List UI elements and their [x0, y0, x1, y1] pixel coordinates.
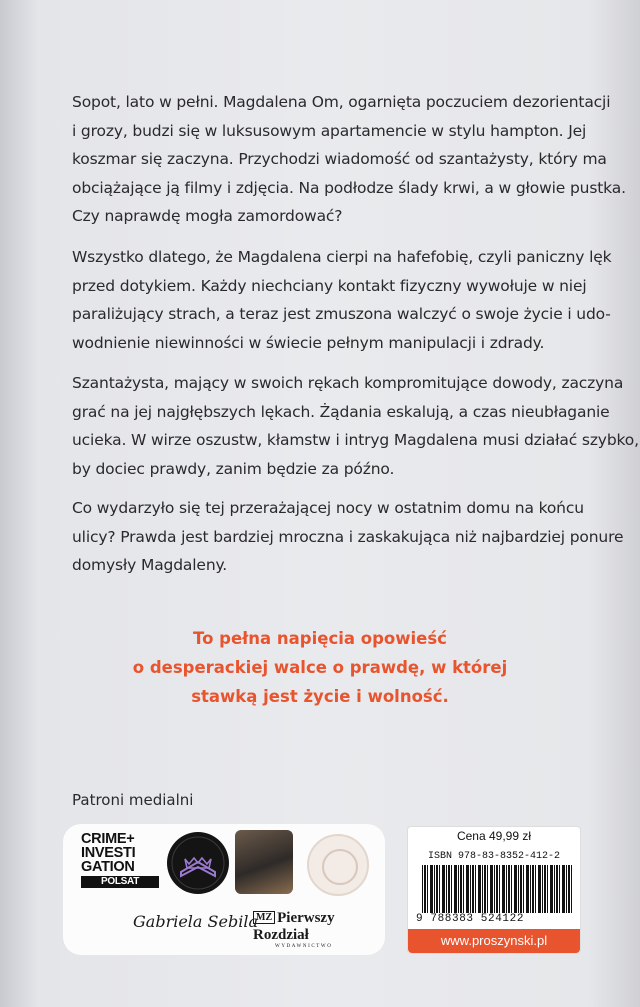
logo-text: GATION	[81, 859, 135, 875]
pierwszy-mark: MZ	[253, 911, 275, 924]
crime-investigation-logo	[81, 832, 163, 892]
stamp-ring	[322, 849, 358, 885]
stamp-logo	[307, 834, 369, 896]
pierwszy-name: Pierwszy Rozdział	[253, 910, 335, 943]
gabriela-sebila-logo: Gabriela Sebila	[133, 912, 258, 931]
blurb-paragraph-3	[72, 369, 639, 483]
text-line: grać na jej najgłębszych lękach. Żądania eskalują, a czas nieubłaganie	[72, 402, 610, 421]
text-line: Co wydarzyło się tej przerażającej nocy w ostatnim domu na końcu	[72, 499, 584, 517]
quote-line: stawką jest życie i wolność.	[191, 687, 449, 706]
text-line: i grozy, budzi się w luksusowym apartamencie w stylu hampton. Jej	[72, 121, 587, 140]
quote-line: o desperackiej walce o prawdę, w której	[132, 658, 508, 677]
blurb-paragraph-1	[72, 88, 626, 231]
book-icon	[167, 832, 229, 894]
text-line: koszmar się zaczyna. Przychodzi wiadomość od szantażysty, który ma	[72, 150, 607, 169]
text-line: Sopot, lato w pełni. Magdalena Om, ogarnięta poczuciem dezorientacji	[72, 93, 611, 111]
text-line: paraliżujący strach, a teraz jest zmuszona walczyć o swoje życie i udo-	[72, 305, 611, 324]
logo-text: INVESTI	[81, 845, 136, 861]
text-line: przed dotykiem. Każdy niechciany kontakt fizyczny wywołuje w niej	[72, 276, 587, 295]
text-line: Czy naprawdę mogła zamordować?	[72, 207, 343, 226]
media-patrons-label: Patroni medialni	[72, 791, 194, 809]
text-line: Wszystko dlatego, że Magdalena cierpi na hafefobię, czyli paniczny lęk	[72, 248, 612, 266]
quote-line: To pełna napięcia opowieść	[193, 629, 447, 648]
price-label: Cena 49,99 zł	[456, 829, 532, 843]
text-line: by dociec prawdy, zanim będzie za późno.	[72, 459, 395, 478]
text-line: obciążające ją filmy i zdjęcia. Na podłodze ślady krwi, a w głowie pustka.	[72, 178, 626, 197]
reading-photo-logo	[235, 830, 293, 894]
text-line: ulicy? Prawda jest bardziej mroczna i zaskakująca niż najbardziej ponure	[72, 527, 624, 546]
price-barcode-box	[407, 826, 581, 954]
blurb-paragraph-2	[72, 243, 612, 357]
barcode	[422, 865, 572, 913]
text-line: ucieka. W wirze oszustw, kłamstw i intryg Magdalena musi działać szybko,	[72, 431, 639, 450]
text-line: wodnienie niewinności w świecie pełnym manipulacji i zdrady.	[72, 333, 545, 352]
book-circle-logo	[167, 832, 229, 894]
barcode-number: 9 788383 524122	[416, 913, 525, 925]
logo-text: CRIME+	[81, 831, 135, 847]
pierwszy-subtitle: WYDAWNICTWO	[275, 944, 333, 949]
blurb-paragraph-4	[72, 494, 624, 580]
text-line: domysły Magdaleny.	[72, 556, 228, 575]
pull-quote	[0, 624, 640, 711]
pierwszy-rozdzial-logo	[253, 910, 385, 949]
polsat-label: POLSAT	[81, 876, 159, 888]
isbn-label: ISBN 978-83-8352-412-2	[427, 851, 561, 862]
text-line: Szantażysta, mający w swoich rękach kompromitujące dowody, zaczyna	[72, 374, 624, 392]
publisher-url: www.proszynski.pl	[408, 929, 580, 953]
media-patrons-panel	[63, 824, 385, 955]
